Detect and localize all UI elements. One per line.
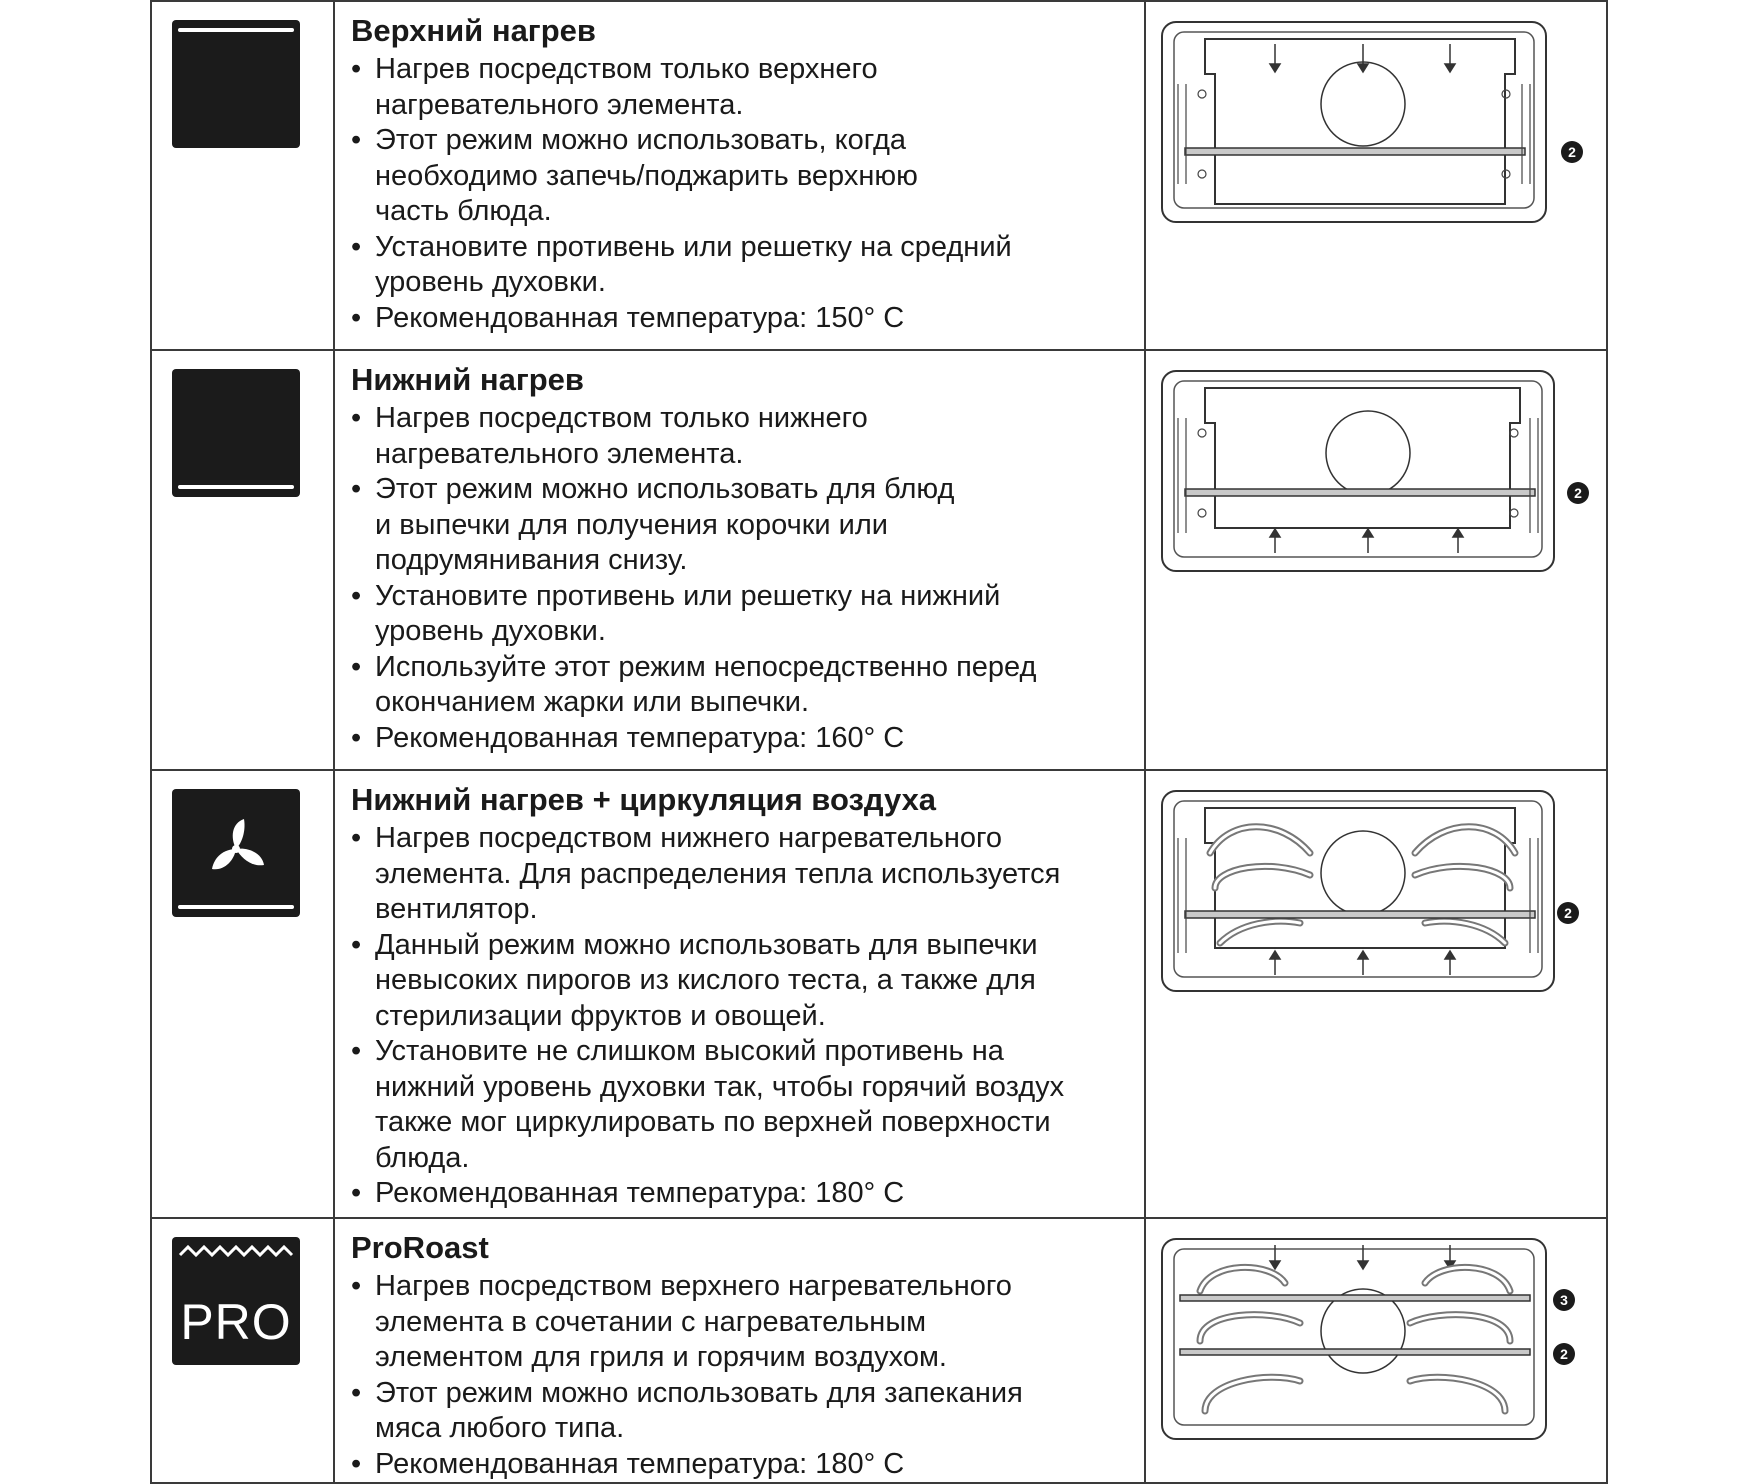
bullet-item: • Нагрев посредством нижнего нагревательного элемента. Для распределения тепла используется вентилятор.: [351, 821, 1128, 928]
top-heat-icon: [172, 20, 300, 148]
bullet-item: • Нагрев посредством только верхнего нагревательного элемента.: [351, 52, 1128, 123]
svg-text:2: 2: [1564, 905, 1572, 921]
bullet-item: • Установите противень или решетку на средний уровень духовки.: [351, 230, 1128, 301]
bottom-heat-fan-icon: [172, 789, 300, 917]
heating-modes-table: [150, 0, 1608, 1484]
mode-diagram-cell: [1145, 770, 1607, 1218]
mode-diagram-cell: [1145, 1, 1607, 350]
bullet-item: • Нагрев посредством только нижнего нагревательного элемента.: [351, 401, 1128, 472]
mode-bullets: [351, 52, 1128, 336]
pro-roast-icon: [172, 1237, 300, 1365]
mode-icon-cell: [151, 350, 334, 770]
mode-description: [334, 1218, 1145, 1483]
oven-top-heat-diagram: [1160, 14, 1590, 234]
mode-row-proroast: [151, 1218, 1607, 1483]
bullet-item: • Установите противень или решетку на нижний уровень духовки.: [351, 579, 1128, 650]
oven-bottom-heat-diagram: [1160, 363, 1590, 583]
mode-bullets: [351, 821, 1128, 1212]
bullet-item: • Установите не слишком высокий противень на нижний уровень духовки так, чтобы горячий воздух также мог циркулировать по верхней поверхности блюда.: [351, 1034, 1128, 1176]
bullet-item: • Используйте этот режим непосредственно перед окончанием жарки или выпечки.: [351, 650, 1128, 721]
bullet-item: • Этот режим можно использовать для запекания мяса любого типа.: [351, 1376, 1128, 1447]
mode-diagram-cell: [1145, 350, 1607, 770]
level-badge: [1561, 141, 1583, 163]
level-badge: [1553, 1289, 1575, 1311]
bullet-item: • Этот режим можно использовать для блюд и выпечки для получения корочки или подрумянивания снизу.: [351, 472, 1128, 579]
bullet-item: • Рекомендованная температура: 180° C: [351, 1447, 1128, 1483]
mode-icon-cell: [151, 1218, 334, 1483]
oven-proroast-diagram: [1160, 1231, 1590, 1451]
mode-bullets: [351, 1269, 1128, 1482]
bullet-item: • Рекомендованная температура: 150° C: [351, 301, 1128, 337]
mode-bullets: [351, 401, 1128, 756]
bottom-heat-icon: [172, 369, 300, 497]
mode-description: [334, 350, 1145, 770]
svg-text:2: 2: [1568, 144, 1576, 160]
mode-title: Нижний нагрев: [351, 362, 584, 397]
mode-title: Нижний нагрев + циркуляция воздуха: [351, 782, 937, 817]
level-badge: [1557, 902, 1579, 924]
svg-text:3: 3: [1560, 1292, 1568, 1308]
mode-description: [334, 1, 1145, 350]
mode-title: Верхний нагрев: [351, 13, 596, 48]
oven-bottom-heat-fan-diagram: [1160, 783, 1590, 1003]
mode-diagram-cell: [1145, 1218, 1607, 1483]
mode-row-bottom-heat-fan: [151, 770, 1607, 1218]
mode-description: [334, 770, 1145, 1218]
level-badge: [1567, 482, 1589, 504]
bullet-item: • Рекомендованная температура: 180° C: [351, 1176, 1128, 1212]
mode-row-top-heat: [151, 1, 1607, 350]
mode-title: ProRoast: [351, 1230, 489, 1265]
fan-icon: [172, 789, 300, 917]
bullet-item: • Этот режим можно использовать, когда необходимо запечь/поджарить верхнюю часть блюда.: [351, 123, 1128, 230]
svg-text:2: 2: [1574, 485, 1582, 501]
mode-row-bottom-heat: [151, 350, 1607, 770]
svg-text:2: 2: [1560, 1346, 1568, 1362]
bullet-item: • Данный режим можно использовать для выпечки невысоких пирогов из кислого теста, а также для стерилизации фруктов и овощей.: [351, 928, 1128, 1035]
mode-icon-cell: [151, 1, 334, 350]
level-badge: [1553, 1343, 1575, 1365]
mode-icon-cell: [151, 770, 334, 1218]
pro-label: PRO: [180, 1294, 292, 1350]
bullet-item: • Нагрев посредством верхнего нагревательного элемента в сочетании с нагревательным элементом для гриля и горячим воздухом.: [351, 1269, 1128, 1376]
bullet-item: • Рекомендованная температура: 160° C: [351, 721, 1128, 757]
